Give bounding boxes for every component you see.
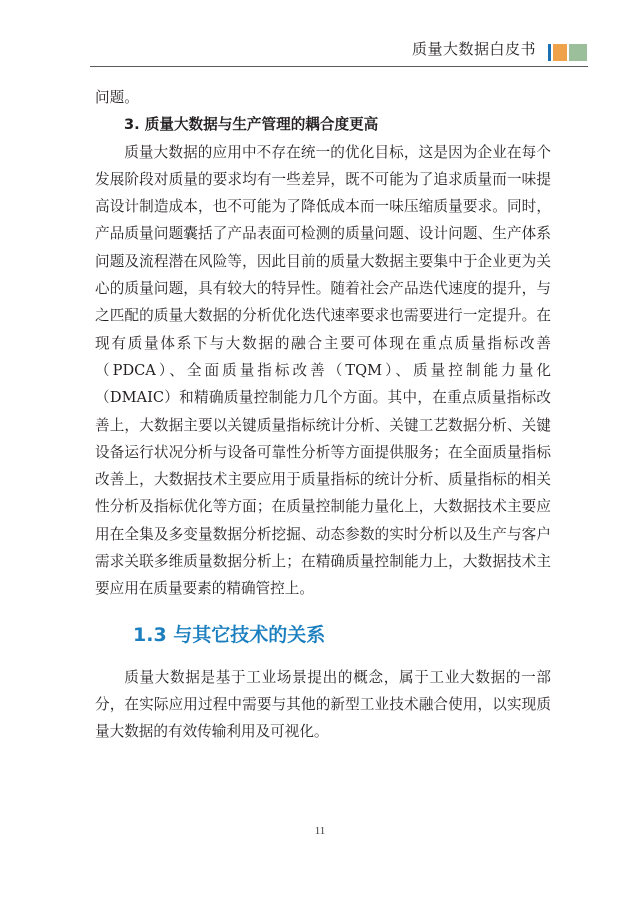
page-header	[0, 0, 640, 70]
continuation-text: 问题。	[95, 89, 139, 106]
header-title: 质量大数据白皮书	[411, 40, 536, 58]
header-divider	[90, 66, 588, 67]
section-heading: 1.3 与其它技术的关系	[133, 623, 326, 646]
subsection-paragraph: 质量大数据的应用中不存在统一的优化目标，这是因为企业在每个发展阶段对质量的要求均有一些差异，既不可能为了追求质量而一味提高设计制造成本，也不可能为了降低成本而一味压缩质量要求。同时，产品质量问题囊括了产品表面可检测的质量问题、设计问题、生产体系问题及流程潜在风险等，因此目前的质量大数据主要集中于企业更为关心的质量问题，具有较大的特异性。随着社会产品迭代速度的提升，与之匹配的质量大数据的分析优化迭代速率要求也需要进行一定提升。在现有质量体系下与大数据的融合主要可体现在重点质量指标改善（PDCA）、全面质量指标改善（TQM）、质量控制能力量化（DMAIC）和精确质量控制能力几个方面。其中，在重点质量指标改善上，大数据主要以关键质量指标统计分析、关键工艺数据分析、关键设备运行状况分析与设备可靠性分析等方面提供服务；在全面质量指标改善上，大数据技术主要应用于质量指标的统计分析、质量指标的相关性分析及指标优化等方面；在质量控制能力量化上，大数据技术主要应用在全集及多变量数据分析挖掘、动态参数的实时分析以及生产与客户需求关联多维质量数据分析上；在精确质量控制能力上，大数据技术主要应用在质量要素的精确管控上。	[95, 143, 551, 598]
page-number: 11	[314, 825, 326, 837]
subsection-heading: 3. 质量大数据与生产管理的耦合度更高	[124, 116, 379, 134]
blue-color-bar	[548, 44, 551, 61]
orange-color-bar	[553, 44, 567, 61]
header-color-bars	[548, 44, 587, 61]
green-color-bar	[569, 44, 587, 61]
page-body	[95, 84, 551, 746]
section-paragraph: 质量大数据是基于工业场景提出的概念，属于工业大数据的一部分，在实际应用过程中需要与其他的新型工业技术融合使用，以实现质量大数据的有效传输利用及可视化。	[95, 668, 551, 741]
